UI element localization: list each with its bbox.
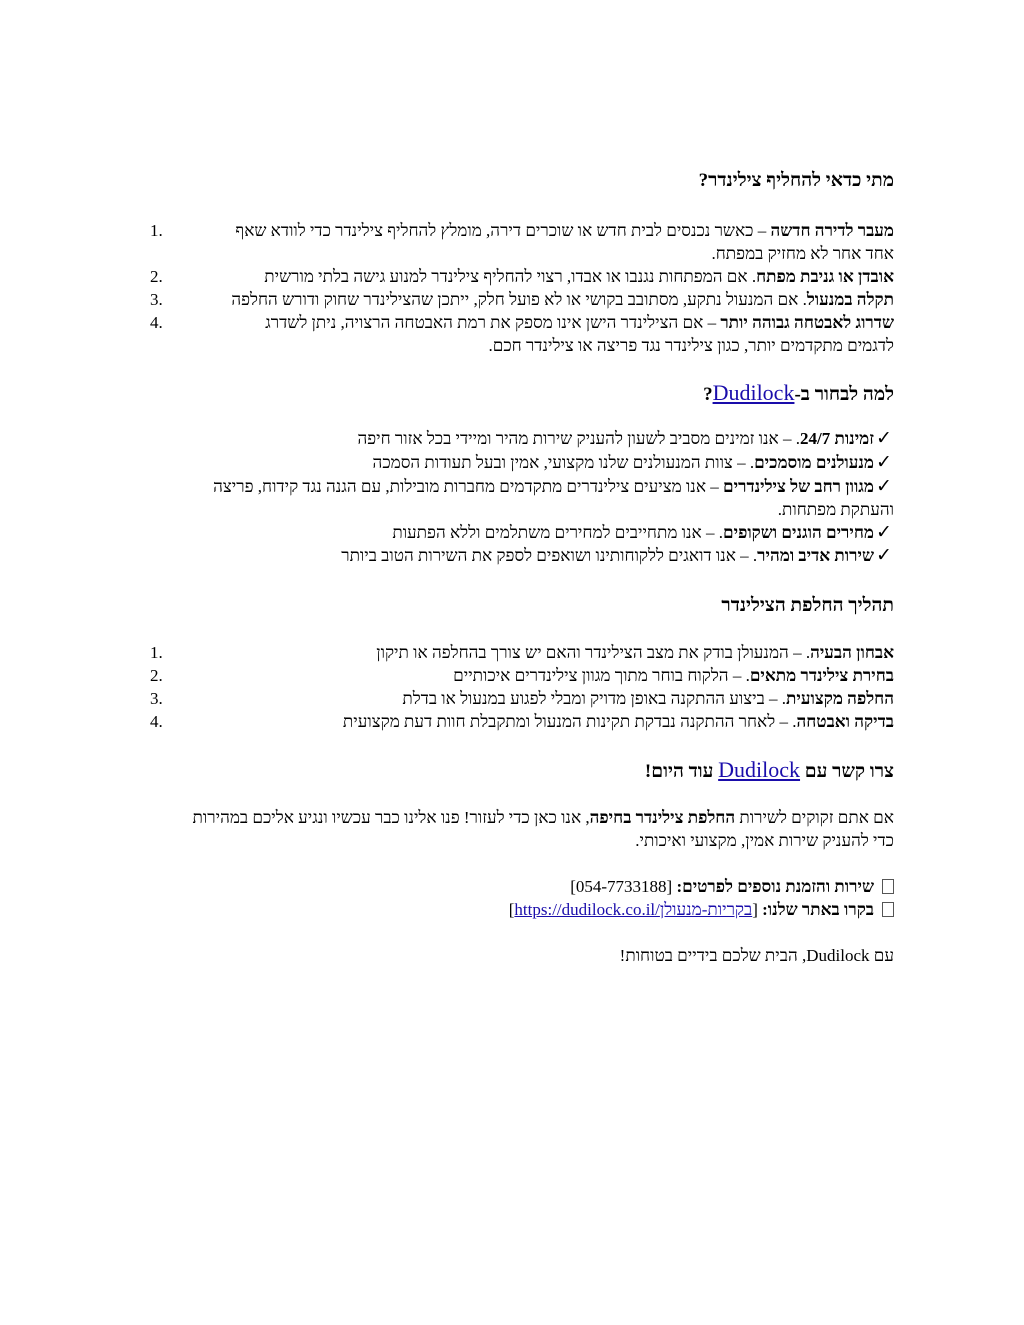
item-sep: – [753,221,771,240]
list-item-continuation: לדגמים מתקדמים יותר, כגון צילינדר נגד פריצה או צילינדר חכם. [488,336,894,355]
item-text: אנו זמינים מסביב לשעון להעניק שירות מהיר ומיידי בכל אזור חיפה [357,429,779,448]
item-bold: מעבר לדירה חדשה [770,221,894,240]
list-item [264,266,894,288]
list-number: 4. [150,313,163,332]
contact-phone[interactable]: [054-7733188] [570,877,673,896]
list-item [392,522,894,544]
item-bold: החלפה מקצועית [786,689,894,708]
title-text-post: עוד היום! [644,761,714,782]
contact-line [570,876,894,898]
section-title-contact [645,757,894,785]
square-bullet-icon [882,879,894,894]
list-item [213,476,894,498]
list-item [265,312,894,334]
item-text: לאחר ההתקנה נבדקת תקינות המנעול ומתקבלת חוות דעת מקצועית [342,712,776,731]
item-text: כאשר נכנסים לבית חדש או שוכרים דירה, מומלץ להחליף צילינדר כדי לוודא שאף [235,221,754,240]
item-text: אנו דואגים ללקוחותינו ושואפים לספק את השירות הטוב ביותר [341,546,736,565]
item-bold: בדיקה ואבטחה [796,712,894,731]
item-bold: בחירת צילינדר מתאים [749,666,894,685]
section-title-when: מתי כדאי להחליף צילינדר? [698,170,894,191]
item-sep: – [703,313,721,332]
item-bold: זמינות 24/7 [799,429,874,448]
site-label: בקרו באתר שלנו: [762,900,874,919]
list-item [235,220,894,242]
item-bold: אובדן או גניבת מפתח [756,267,894,286]
item-bold: אבחון הבעיה [810,643,894,662]
item-bold: שדרוג לאבטחה גבוהה יותר [720,313,894,332]
list-item [402,688,894,710]
list-item [453,665,894,687]
list-number: 2. [150,666,163,685]
closing-pre: עם Dudilock, [801,946,894,965]
para-text-post: , אנו כאן כדי לעזור! פנו אלינו כבר עכשיו ונגיע אליכם במהירות [192,808,590,827]
item-sep: . – [764,689,787,708]
item-bold: שירות אדיב ומהיר [757,546,874,565]
item-sep: . – [778,429,800,448]
item-text: הלקוח בוחר מתוך מגוון צילינדרים איכותיים [453,666,729,685]
item-text: אם המנעול נתקע, מסתובב בקושי או לא פועל חלק, ייתכן שהצילינדר שחוק ודורש החלפה [231,290,799,309]
closing-line [620,945,894,967]
check-icon: ✓ [876,545,892,566]
paragraph-line [193,807,894,829]
list-item [341,545,894,567]
item-bold: תקלה במנעול [806,290,894,309]
item-text: אם המפתחות נגנבו או אבדו, רצוי להחליף צילינדר למנוע גישה בלתי מורשית [264,267,748,286]
item-text: אנו מציעים צילינדרים מתקדמים מחברות מובילות, עם הגנה נגד קידוח, פריצה [213,477,707,496]
list-item [373,452,894,474]
contact-label: שירות והזמנת נוספים לפרטים: [676,877,874,896]
site-line: בקרו באתר שלנו: [https://dudilock.co.il/בקריות-מנעולן] [509,899,894,921]
list-item [231,289,894,311]
list-number: 3. [150,689,163,708]
list-item-continuation: אחד אחר לא מחזיק במפתח. [711,244,894,263]
item-text: המנעולן בודק את מצב הצילינדר והאם יש צורך בהחלפה או תיקון [376,643,789,662]
check-icon: ✓ [876,428,892,449]
para-bold: החלפת צילינדר בחיפה [589,808,736,827]
item-text: אם הצילינדר הישן אינו מספק את רמת האבטחה הרצויה, ניתן לשדרג [265,313,704,332]
site-url-link[interactable]: https://dudilock.co.il/בקריות-מנעולן [514,900,753,919]
item-sep: . – [788,643,811,662]
item-bold: מחירים הוגנים ושקופים [723,523,874,542]
title-text: למה לבחור ב [800,384,894,405]
list-number: 1. [150,643,163,662]
title-text: צרו קשר עם [804,761,894,782]
paragraph-line: כדי להעניק שירות אמין, מקצועי ואיכותי. [635,831,894,850]
item-sep: . – [735,546,758,565]
closing-post: הבית שלכם בידיים בטוחות! [619,946,798,965]
brand-link[interactable]: Dudilock [712,380,795,405]
item-sep: . [747,267,757,286]
para-text: אם אתם זקוקים לשירות [739,808,894,827]
item-sep: . – [732,453,755,472]
item-text: אנו מתחייבים למחירים משתלמים וללא הפתעות [392,523,702,542]
check-icon: ✓ [876,522,892,543]
title-dash: - [794,384,801,405]
title-qmark: ? [703,384,713,405]
item-bold: מנעולנים מוסמכים [754,453,874,472]
item-sep: . – [701,523,723,542]
list-number: 4. [150,712,163,731]
list-item [376,642,894,664]
section-title-process: תהליך החלפת הצילינדר [721,595,894,616]
item-sep: . [798,290,807,309]
square-bullet-icon [882,902,894,917]
item-sep: – [706,477,724,496]
check-icon: ✓ [876,476,892,497]
section-title-why [703,380,894,408]
item-sep: . – [728,666,750,685]
list-item [343,711,894,733]
list-number: 3. [150,290,163,309]
item-text: ביצוע ההתקנה באופן מדויק ומבלי לפגוע במנעול או בדלת [402,689,765,708]
item-bold: מגוון רחב של צילינדרים [723,477,874,496]
item-text: צוות המנעולנים שלנו מקצועי, אמין ובעל תעודות הסמכה [372,453,733,472]
check-icon: ✓ [876,452,892,473]
list-number: 2. [150,267,163,286]
list-number: 1. [150,221,163,240]
brand-link[interactable]: Dudilock [718,757,801,782]
list-item-continuation: והעתקת מפתחות. [777,500,894,519]
list-item [357,428,894,450]
item-sep: . – [775,712,797,731]
